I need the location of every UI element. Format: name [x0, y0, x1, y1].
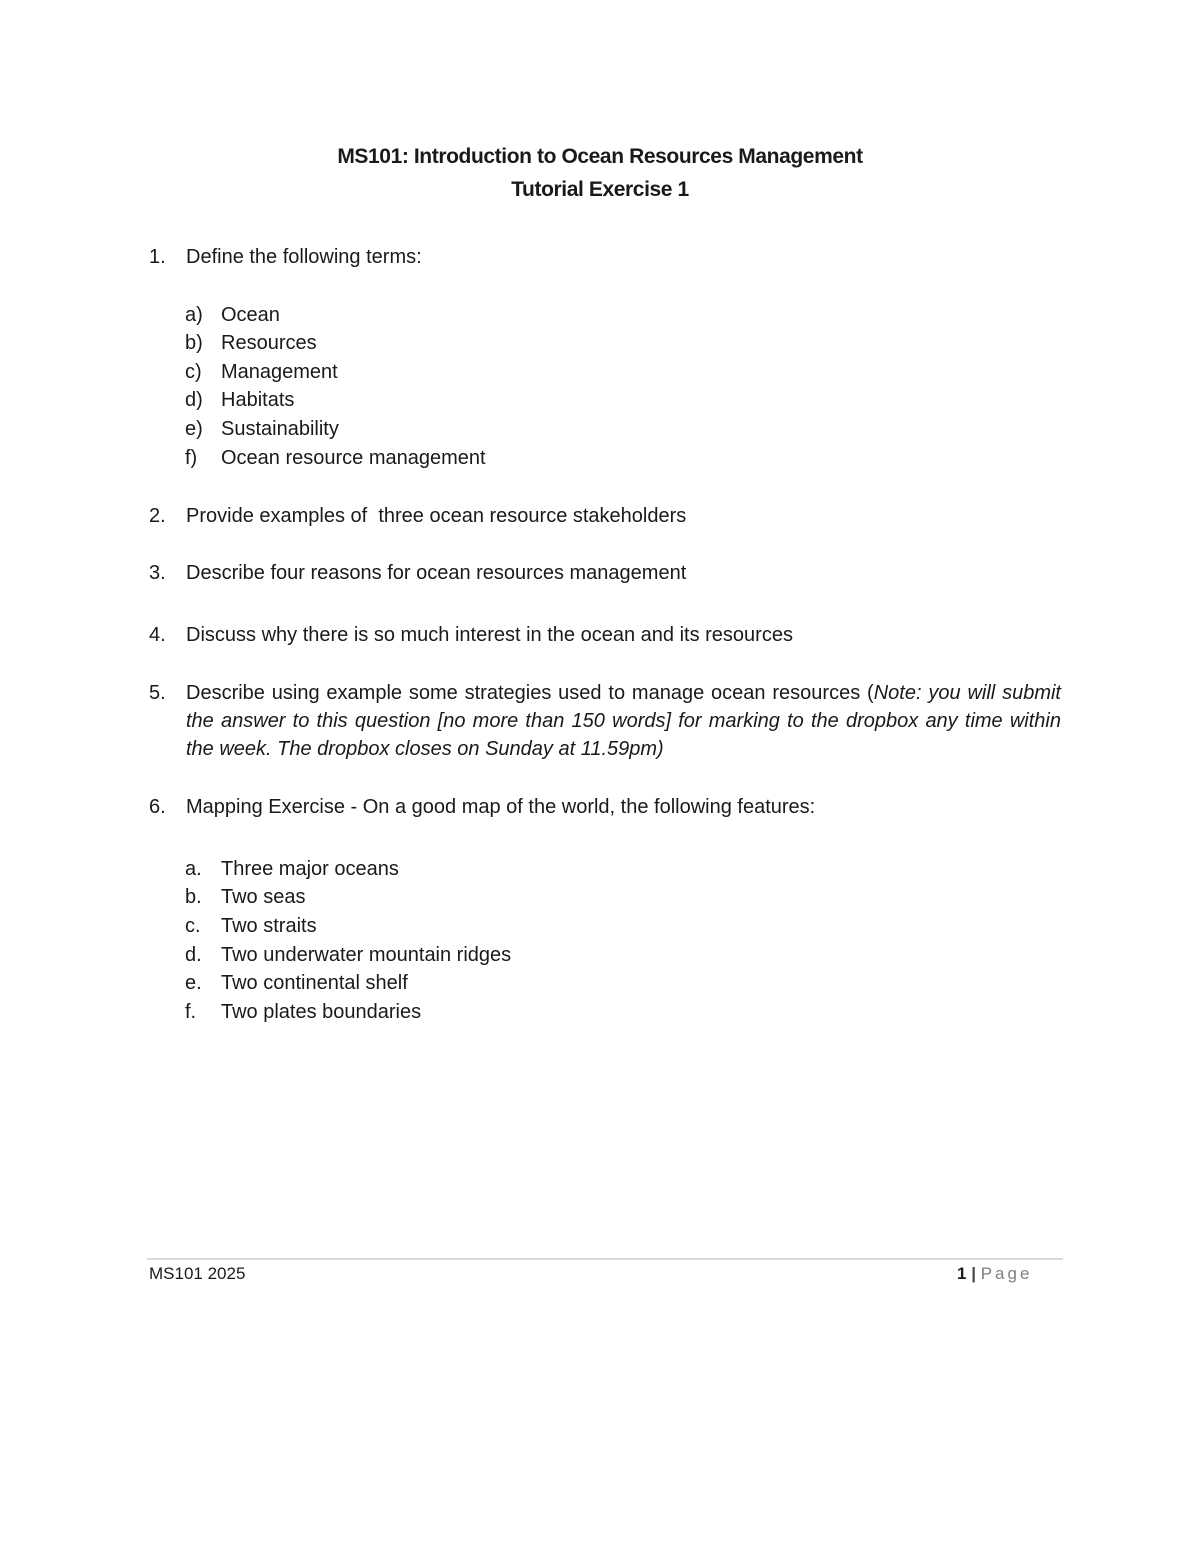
- question-text: Mapping Exercise - On a good map of the world, the following features:: [186, 796, 816, 818]
- question-text: Discuss why there is so much interest in the ocean and its resources: [186, 624, 793, 646]
- list-item-label: d.: [185, 944, 202, 966]
- list-item-label: b.: [185, 886, 202, 908]
- question-text: Provide examples of three ocean resource stakeholders: [186, 505, 687, 527]
- list-item-label: a): [185, 304, 203, 326]
- list-item-label: e): [185, 418, 203, 440]
- document-subtitle: Tutorial Exercise 1: [511, 178, 689, 201]
- list-item-text: Habitats: [221, 389, 295, 411]
- list-item-label: c): [185, 361, 202, 383]
- question-number: 3.: [149, 562, 166, 584]
- list-item-label: d): [185, 389, 203, 411]
- question-number: 2.: [149, 505, 166, 527]
- list-item-text: Ocean: [221, 304, 280, 326]
- question-text: Describe four reasons for ocean resources management: [186, 562, 687, 584]
- list-item-text: Two plates boundaries: [221, 1001, 422, 1023]
- list-item-text: Three major oceans: [221, 858, 399, 880]
- question-number: 5.: [149, 682, 166, 704]
- list-item-text: Resources: [221, 332, 317, 354]
- list-item-text: Sustainability: [221, 418, 339, 440]
- question-number: 1.: [149, 246, 166, 268]
- list-item-text: Management: [221, 361, 338, 383]
- list-item-text: Ocean resource management: [221, 447, 486, 469]
- question-number: 6.: [149, 796, 166, 818]
- list-item-label: e.: [185, 972, 202, 994]
- question-number: 4.: [149, 624, 166, 646]
- question-main-text: Describe using example some strategies used to manage ocean resources (: [186, 682, 874, 704]
- list-item-label: c.: [185, 915, 201, 937]
- list-item-text: Two continental shelf: [221, 972, 408, 994]
- list-item-label: a.: [185, 858, 202, 880]
- list-item-label: f.: [185, 1001, 197, 1023]
- footer-divider: [147, 1258, 1063, 1260]
- question-text: Define the following terms:: [186, 246, 422, 268]
- page-label: Page: [980, 1264, 1033, 1283]
- question-text: [186, 679, 1061, 763]
- document-title: MS101: Introduction to Ocean Resources Management: [337, 145, 863, 168]
- footer-course-label: MS101 2025: [149, 1264, 246, 1283]
- footer-page-indicator: [957, 1263, 1032, 1285]
- question-note: Note: you will submit the answer to this question [no more than 150 words] for marking to the dropbox any time within the week. The dropbox closes on Sunday at 11.59pm): [186, 682, 1061, 760]
- page-separator: |: [971, 1264, 976, 1283]
- list-item-text: Two straits: [221, 915, 317, 937]
- list-item-text: Two seas: [221, 886, 306, 908]
- list-item-label: f): [185, 447, 198, 469]
- page-number: 1: [957, 1264, 967, 1283]
- list-item-label: b): [185, 332, 203, 354]
- list-item-text: Two underwater mountain ridges: [221, 944, 512, 966]
